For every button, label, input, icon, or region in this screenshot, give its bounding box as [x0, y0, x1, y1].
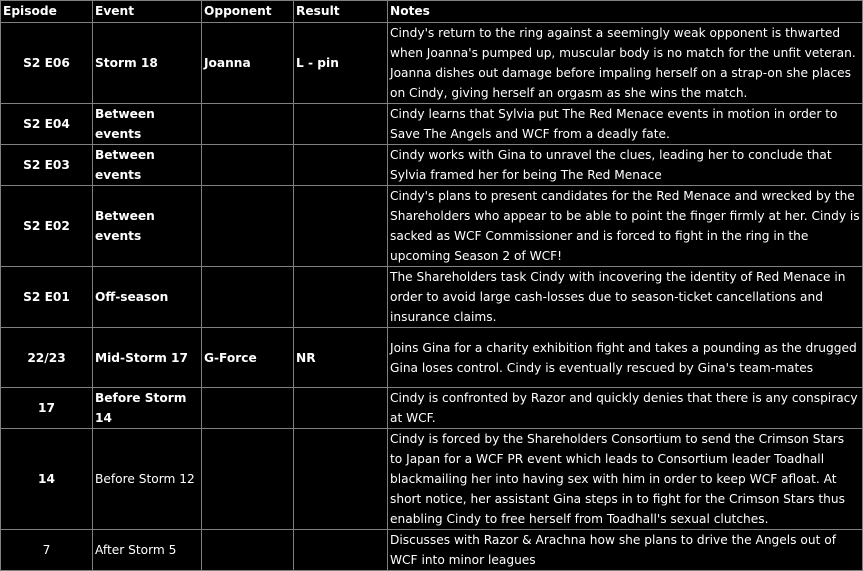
header-event: Event: [93, 1, 202, 23]
opponent-cell: [202, 104, 294, 145]
episode-cell: S2 E03: [1, 145, 93, 186]
opponent-cell: G-Force: [202, 328, 294, 388]
opponent-cell: [202, 530, 294, 571]
event-cell: Between events: [93, 186, 202, 267]
header-episode: Episode: [1, 1, 93, 23]
opponent-cell: [202, 186, 294, 267]
event-cell: Mid-Storm 17: [93, 328, 202, 388]
opponent-cell: [202, 267, 294, 328]
result-cell: [294, 530, 388, 571]
opponent-cell: [202, 145, 294, 186]
result-cell: [294, 104, 388, 145]
result-cell: [294, 145, 388, 186]
notes-cell: The Shareholders task Cindy with incovering the identity of Red Menace in order to avoid large cash-losses due to season-ticket cancellations and insurance claims.: [388, 267, 863, 328]
event-cell: Between events: [93, 104, 202, 145]
table-row: [1, 23, 863, 104]
header-opponent: Opponent: [202, 1, 294, 23]
episode-cell: S2 E01: [1, 267, 93, 328]
episode-cell: 14: [1, 429, 93, 530]
event-cell: Between events: [93, 145, 202, 186]
episode-cell: 22/23: [1, 328, 93, 388]
notes-cell: Joins Gina for a charity exhibition fight and takes a pounding as the drugged Gina loses control. Cindy is eventually rescued by Gina's team-mates: [388, 328, 863, 388]
table-row: [1, 388, 863, 429]
opponent-cell: [202, 429, 294, 530]
header-row: [1, 1, 863, 23]
result-cell: L - pin: [294, 23, 388, 104]
event-cell: Before Storm 12: [93, 429, 202, 530]
result-cell: [294, 388, 388, 429]
notes-cell: Discusses with Razor & Arachna how she plans to drive the Angels out of WCF into minor leagues: [388, 530, 863, 571]
opponent-cell: [202, 388, 294, 429]
notes-cell: Cindy is confronted by Razor and quickly denies that there is any conspiracy at WCF.: [388, 388, 863, 429]
table-row: [1, 104, 863, 145]
result-cell: [294, 186, 388, 267]
table-row: [1, 429, 863, 530]
result-cell: [294, 267, 388, 328]
event-cell: Before Storm 14: [93, 388, 202, 429]
episode-cell: 17: [1, 388, 93, 429]
table-row: [1, 530, 863, 571]
episode-cell: 7: [1, 530, 93, 571]
event-cell: After Storm 5: [93, 530, 202, 571]
episode-cell: S2 E04: [1, 104, 93, 145]
header-result: Result: [294, 1, 388, 23]
episode-cell: S2 E02: [1, 186, 93, 267]
header-notes: Notes: [388, 1, 863, 23]
table-row: [1, 267, 863, 328]
notes-cell: Cindy's return to the ring against a seemingly weak opponent is thwarted when Joanna's pumped up, muscular body is no match for the unfit veteran. Joanna dishes out damage before impaling herself on a strap-on she places on Cindy, giving herself an orgasm as she wins the match.: [388, 23, 863, 104]
event-cell: Storm 18: [93, 23, 202, 104]
result-cell: [294, 429, 388, 530]
table-row: [1, 145, 863, 186]
table-row: [1, 186, 863, 267]
result-cell: NR: [294, 328, 388, 388]
event-cell: Off-season: [93, 267, 202, 328]
notes-cell: Cindy's plans to present candidates for the Red Menace and wrecked by the Shareholders who appear to be able to point the finger firmly at her. Cindy is sacked as WCF Commissioner and is forced to fight in the ring in the upcoming Season 2 of WCF!: [388, 186, 863, 267]
notes-cell: Cindy is forced by the Shareholders Consortium to send the Crimson Stars to Japan for a WCF PR event which leads to Consortium leader Toadhall blackmailing her into having sex with him in order to keep WCF afloat. At short notice, her assistant Gina steps in to fight for the Crimson Stars thus enabling Cindy to free herself from Toadhall's sexual clutches.: [388, 429, 863, 530]
notes-cell: Cindy works with Gina to unravel the clues, leading her to conclude that Sylvia framed her for being The Red Menace: [388, 145, 863, 186]
table-row: [1, 328, 863, 388]
episode-cell: S2 E06: [1, 23, 93, 104]
opponent-cell: Joanna: [202, 23, 294, 104]
notes-cell: Cindy learns that Sylvia put The Red Menace events in motion in order to Save The Angels and WCF from a deadly fate.: [388, 104, 863, 145]
